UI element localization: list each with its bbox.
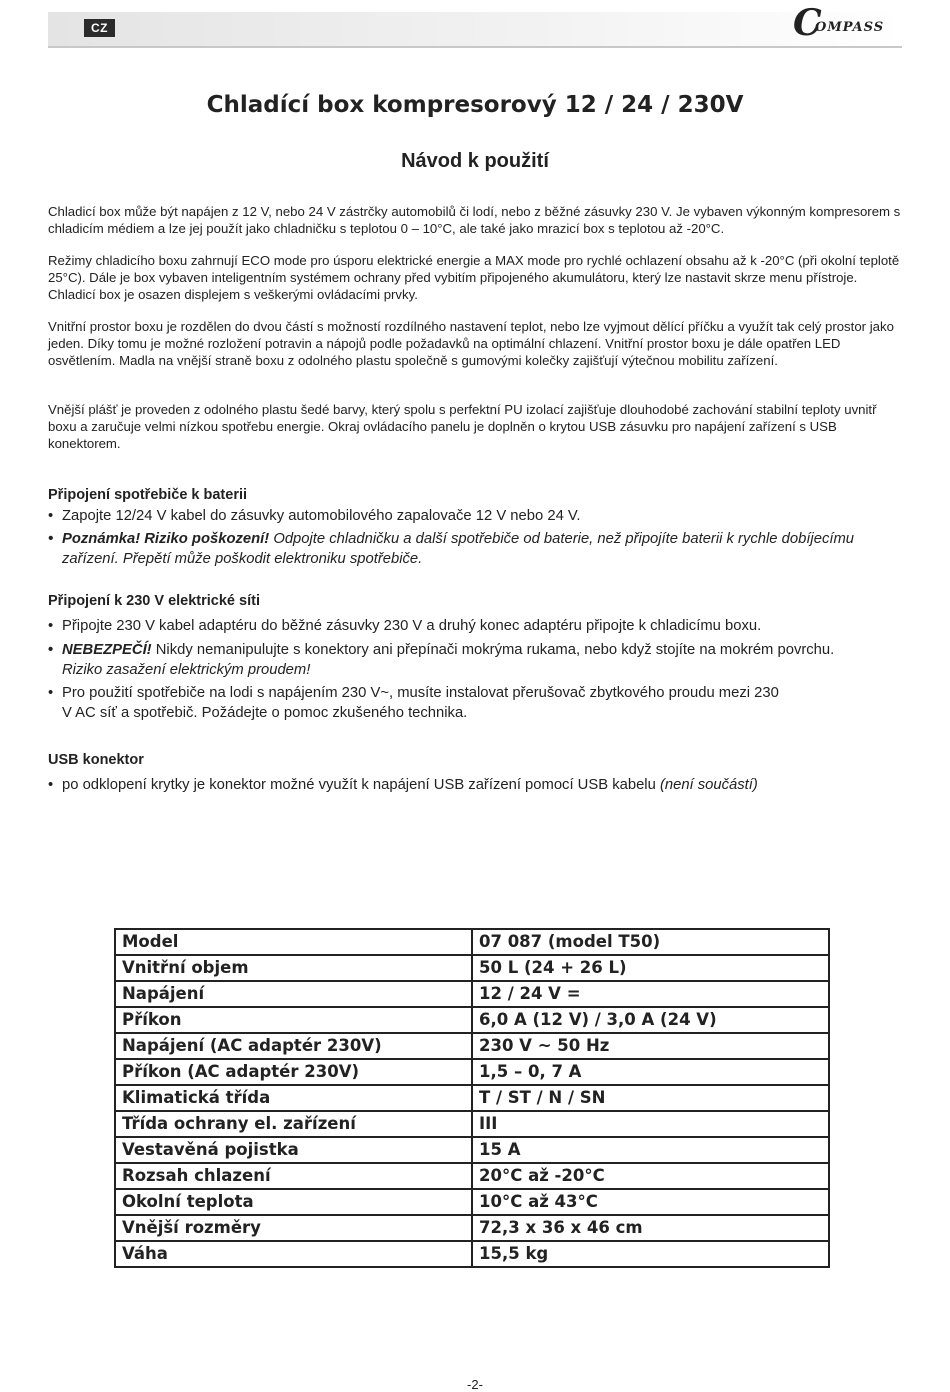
spec-label: Klimatická třída [115,1085,472,1111]
intro-paragraph-1: Chladicí box může být napájen z 12 V, nebo 24 V zástrčky automobilů či lodí, nebo z běžné zásuvky 230 V. Je vybaven výkonným kompresorem s chladicím médiem a lze jej použít jako chladničku s teplotou 0 – 10°C, ale také jako mrazicí box s teplotou až -20°C. [48,204,901,236]
page-number: -2- [467,1377,483,1392]
spec-value: 230 V ~ 50 Hz [472,1033,829,1059]
spec-label: Vnější rozměry [115,1215,472,1241]
spec-label: Model [115,929,472,955]
table-row [115,1189,829,1215]
page-title: Chladící box kompresorový 12 / 24 / 230V [206,92,744,118]
note-text [62,529,904,569]
spec-value: 72,3 x 36 x 46 cm [472,1215,829,1241]
intro-paragraph-3: Vnitřní prostor boxu je rozdělen do dvou částí s možností rozdílného nastavení teplot, nebo lze vyjmout dělící příčku a využít tak celý prostor jako jeden. Díky tomu je možné rozložení potravin a nápojů podle požadavků na optimální chlazení. Vnitřní prostor boxu je dále opatřen LED osvětlením. Madla na vnější straně boxu z odolného plastu společně s gumovými kolečky zajišťují výtečnou mobilitu zařízení. [48,319,894,368]
spec-table-body [115,929,829,1267]
bullet-dot: • [48,642,54,658]
logo-text: OMPASS [815,20,885,35]
spec-label: Vestavěná pojistka [115,1137,472,1163]
mains-heading: Připojení k 230 V elektrické síti [48,593,260,609]
spec-value: T / ST / N / SN [472,1085,829,1111]
spec-value: III [472,1111,829,1137]
usb-body: po odklopení krytky je konektor možné využít k napájení USB zařízení pomocí USB kabelu [62,777,660,793]
table-row [115,1111,829,1137]
spec-value: 15,5 kg [472,1241,829,1267]
spec-value: 1,5 – 0, 7 A [472,1059,829,1085]
spec-value: 10°C až 43°C [472,1189,829,1215]
spec-label: Příkon (AC adaptér 230V) [115,1059,472,1085]
bullet-text: Pro použití spotřebiče na lodi s napájením 230 V~, musíte instalovat přerušovač zbytkového proudu mezi 230 V AC síť a spotřebič. Požádejte o pomoc zkušeného technika. [62,685,779,721]
language-tag: CZ [84,19,115,37]
intro-paragraph-2: Režimy chladicího boxu zahrnují ECO mode pro úsporu elektrické energie a MAX mode pro rychlé ochlazení obsahu až k -20°C (při okolní teplotě 25°C). Dále je box vybaven inteligentním systémem ochrany před vybitím připojeného akumulátoru, který lze nastavit skrze menu přístroje. Chladicí box je osazen displejem s veškerými ovládacími prvky. [48,253,900,302]
spec-value: 12 / 24 V = [472,981,829,1007]
bullet-text: Připojte 230 V kabel adaptéru do běžné zásuvky 230 V a druhý konec adaptéru připojte k chladicímu boxu. [62,618,762,634]
bullet-text: Zapojte 12/24 V kabel do zásuvky automobilového zapalovače 12 V nebo 24 V. [62,508,581,524]
intro-paragraph-4: Vnější plášť je proveden z odolného plastu šedé barvy, který spolu s perfektní PU izolací zajišťuje dlouhodobé zachování stabilní teploty uvnitř boxu a zaručuje velmi nízkou spotřebu energie. Okraj ovládacího panelu je doplněn o krytou USB zásuvku pro napájení zařízení s USB konektorem. [48,402,877,451]
bullet-dot: • [48,508,54,524]
usb-note: (není součástí) [659,777,758,793]
note-label: Poznámka! Riziko poškození! [62,531,270,547]
spec-label: Okolní teplota [115,1189,472,1215]
spec-label: Napájení (AC adaptér 230V) [115,1033,472,1059]
battery-heading: Připojení spotřebiče k baterii [48,487,248,503]
table-row [115,929,829,955]
table-row [115,1163,829,1189]
danger-text [62,640,904,680]
spec-label: Váha [115,1241,472,1267]
spec-value: 50 L (24 + 26 L) [472,955,829,981]
spec-label: Vnitřní objem [115,955,472,981]
spec-value: 15 A [472,1137,829,1163]
spec-value: 20°C až -20°C [472,1163,829,1189]
spec-label: Příkon [115,1007,472,1033]
note-body: Odpojte chladničku a další spotřebiče od baterie, než připojíte baterii k rychle dobíjecímu zařízení. Přepětí může poškodit elektroniku spotřebiče. [62,531,855,567]
spec-label: Napájení [115,981,472,1007]
table-row [115,1033,829,1059]
header-bar [48,12,902,48]
danger-body: Nikdy nemanipulujte s konektory ani přepínači mokrýma rukama, nebo když stojíte na mokrém povrchu. [151,642,835,658]
bullet-dot: • [48,618,54,634]
bullet-dot: • [48,777,54,793]
page-subtitle: Návod k použití [401,150,549,172]
table-row [115,1085,829,1111]
spec-label: Třída ochrany el. zařízení [115,1111,472,1137]
bullet-dot: • [48,531,54,547]
table-row [115,955,829,981]
spec-table [114,928,830,1268]
compass-logo [793,4,905,42]
danger-warning: Riziko zasažení elektrickým proudem! [62,662,311,678]
table-row [115,1215,829,1241]
logo-initial: C [793,2,822,44]
bullet-text [62,775,904,795]
table-row [115,1059,829,1085]
bullet-dot: • [48,685,54,701]
table-row [115,1241,829,1267]
spec-label: Rozsah chlazení [115,1163,472,1189]
table-row [115,981,829,1007]
danger-label: NEBEZPEČÍ! [62,642,152,658]
table-row [115,1137,829,1163]
spec-value: 07 087 (model T50) [472,929,829,955]
table-row [115,1007,829,1033]
usb-heading: USB konektor [48,752,144,768]
spec-value: 6,0 A (12 V) / 3,0 A (24 V) [472,1007,829,1033]
